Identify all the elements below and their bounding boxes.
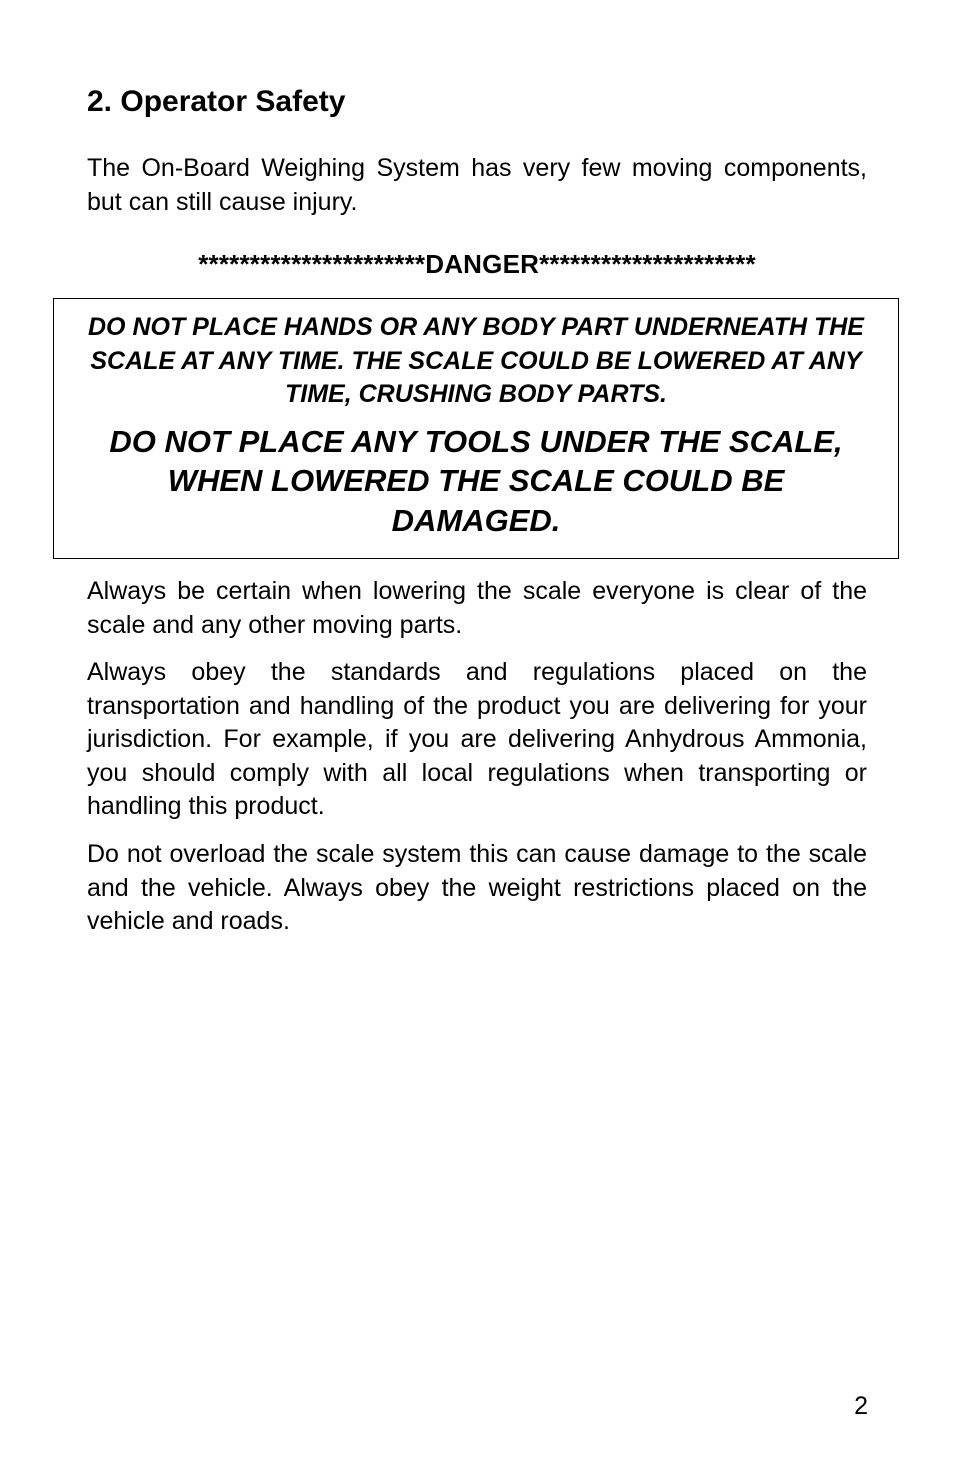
danger-warning-tools: DO NOT PLACE ANY TOOLS UNDER THE SCALE, WHEN LOWERED THE SCALE COULD BE DAMAGED.: [109, 423, 843, 538]
intro-paragraph: The On-Board Weighing System has very few moving components, but can still cause injury.: [87, 154, 867, 216]
danger-warning-body-parts: DO NOT PLACE HANDS OR ANY BODY PART UNDERNEATH THE SCALE AT ANY TIME. THE SCALE COULD BE LOWERED AT ANY TIME, CRUSHING BODY PARTS.: [88, 313, 864, 408]
page-number: 2: [854, 1392, 868, 1420]
paragraph-overload: Do not overload the scale system this can cause damage to the scale and the vehicle. Always obey the weight restrictions placed on the vehicle and roads.: [87, 840, 867, 935]
paragraph-clearance: Always be certain when lowering the scale everyone is clear of the scale and any other moving parts.: [87, 577, 867, 639]
danger-warning-box: [53, 298, 899, 559]
section-heading: 2. Operator Safety: [87, 85, 346, 118]
paragraph-regulations: Always obey the standards and regulations placed on the transportation and handling of the product you are delivering for your jurisdiction. For example, if you are delivering Anhydrous Ammonia, you should comply with all local regulations when transporting or handling this product.: [87, 658, 867, 820]
danger-banner: **********************DANGER*********************: [198, 249, 756, 279]
